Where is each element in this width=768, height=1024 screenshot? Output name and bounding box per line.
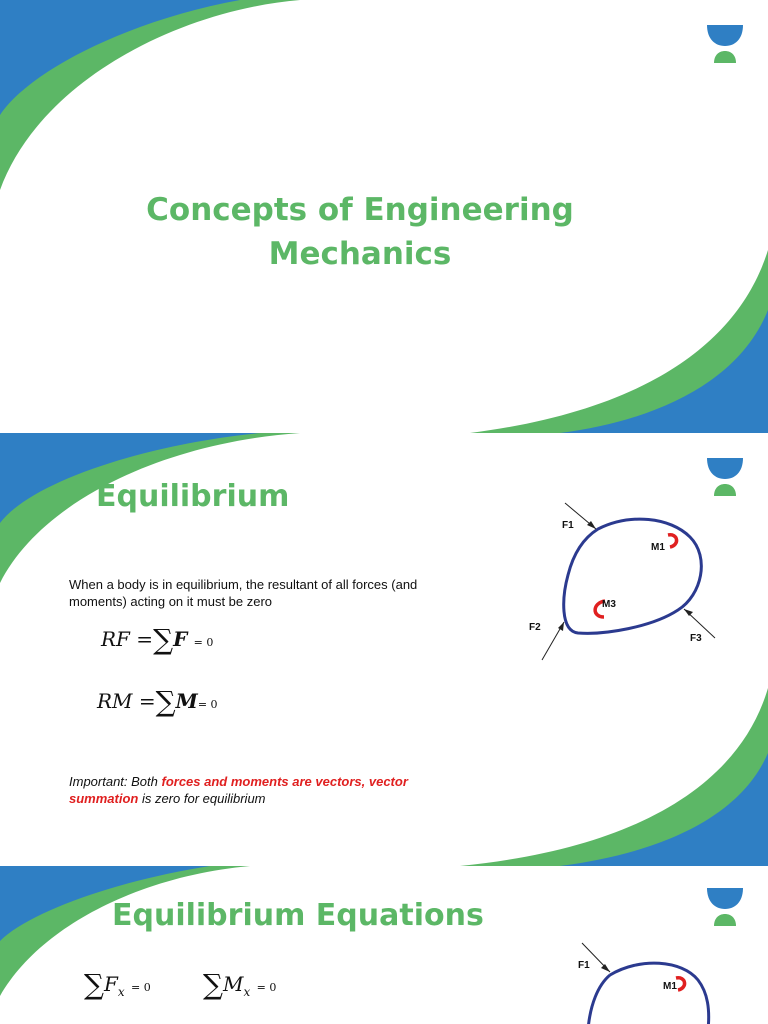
label-m3: M3 [602, 599, 616, 610]
free-body-diagram-partial [570, 935, 760, 1024]
resultant-force-equation: RF =∑F = 0 [101, 623, 214, 656]
slide-1 [0, 0, 768, 433]
moment-m1-icon [668, 535, 677, 547]
body-outline-partial [588, 963, 709, 1024]
brand-logo-icon [705, 458, 745, 498]
force-sum-x-equation: $\sum F_x = 0$ [84, 968, 151, 1001]
brand-logo-icon [705, 25, 745, 65]
equilibrium-definition: When a body is in equilibrium, the resultant of all forces (and moments) acting on it must be zero [69, 577, 418, 609]
label-f1: F1 [562, 520, 574, 531]
slide-2-title: Equilibrium [96, 479, 290, 514]
label-f3: F3 [690, 633, 702, 644]
resultant-moment-equation: RM =∑M= 0 [97, 685, 218, 718]
label-f1: F1 [578, 960, 590, 971]
slide-3-title: Equilibrium Equations [112, 898, 484, 933]
moment-m1-icon [676, 978, 685, 990]
label-f2: F2 [529, 622, 541, 633]
label-m1: M1 [663, 981, 677, 992]
moment-sum-x-equation: $\sum M_x = 0$ [203, 968, 277, 1001]
brand-logo-icon [705, 888, 745, 928]
label-m1: M1 [651, 542, 665, 553]
slide-1-title: Concepts of Engineering Mechanics [146, 192, 574, 272]
body-outline [564, 519, 702, 633]
free-body-diagram [520, 495, 730, 670]
important-note: Important: Both forces and moments are vectors, vector summation is zero for equilibrium [69, 774, 408, 806]
